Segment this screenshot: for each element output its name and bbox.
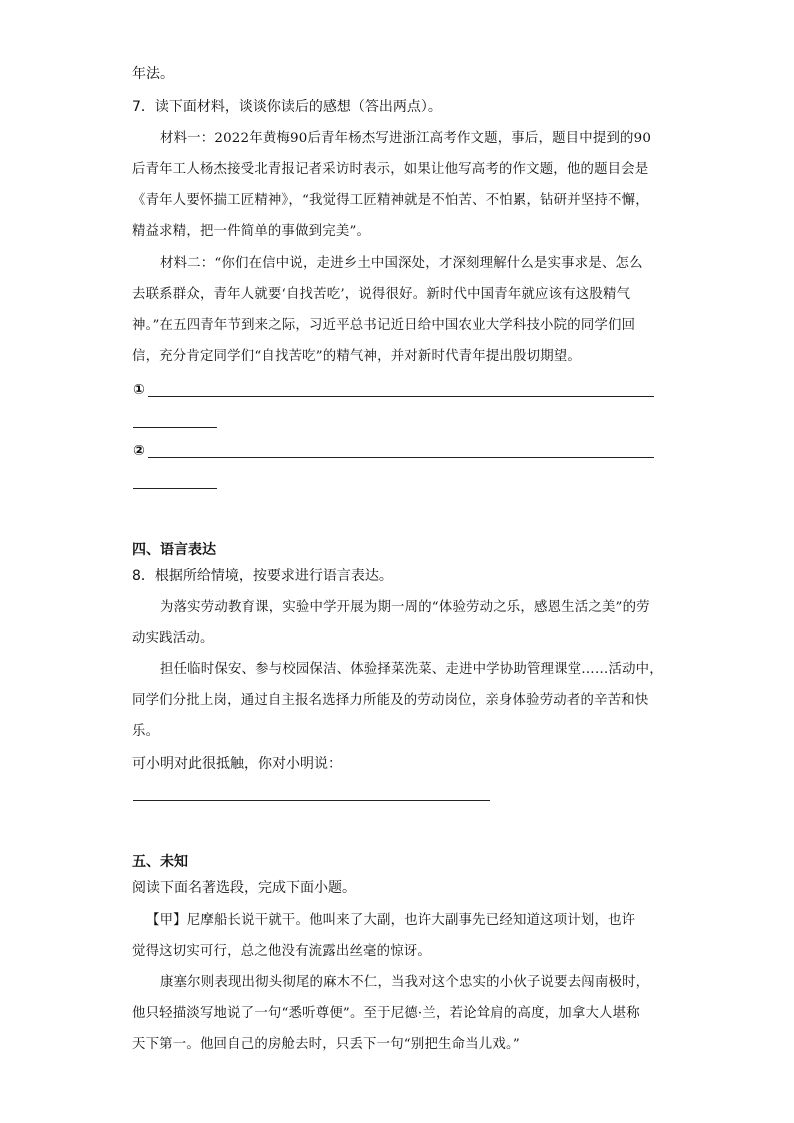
section4-heading: 四、语言表达 [132,542,216,558]
q8-ask: 可小明对此很抵触，你对小明说： [132,756,342,772]
excerpt-line-5: 天下第一。他回自己的房舱去时，只丢下一句“别把生命当儿戏。” [132,1037,520,1052]
q8-context-line-4: 同学们分批上岗，通过自主报名选择力所能及的劳动岗位，亲身体验劳动者的辛苦和快 [132,693,649,708]
q7-material2-line-4: 信，充分肯定同学们“自找苦吃”的精气神，并对新时代青年提出殷切期望。 [132,349,581,364]
section5-heading: 五、未知 [132,854,188,870]
excerpt-line-4: 他只轻描淡写地说了一句“悉听尊便”。至于尼德·兰，若论耸肩的高度，加拿大人堪称 [132,1006,640,1021]
q7-material1-line-4: 精益求精，把一件简单的事做到完美”。 [132,224,371,239]
excerpt-line-3: 康塞尔则表现出彻头彻尾的麻木不仁，当我对这个忠实的小伙子说要去闯南极时， [160,975,650,990]
q8-context-line-2: 动实践活动。 [132,631,214,646]
q7-material1-line-1: 材料一：2022年黄梅90后青年杨杰写进浙江高考作文题，事后，题目中提到的90 [160,131,652,146]
answer-line-1b[interactable] [133,427,217,428]
answer-line-2a[interactable] [148,457,654,458]
q7-material2-line-1: 材料二：“你们在信中说，走进乡土中国深处，才深刻理解什么是实事求是、怎么 [160,256,643,271]
excerpt-line-2: 觉得这切实可行，总之他没有流露出丝毫的惊讶。 [132,944,431,959]
q8-context-line-5: 乐。 [132,724,160,739]
q6-tail-text: 年法。 [132,66,174,82]
q8-prompt: 8．根据所给情境，按要求进行语言表达。 [132,568,393,584]
answer-line-2b[interactable] [133,488,217,489]
q8-answer-line[interactable] [133,800,490,801]
excerpt-line-1: 【甲】尼摩船长说干就干。他叫来了大副，也许大副事先已经知道这项计划，也许 [146,913,636,928]
q8-context-line-1: 为落实劳动教育课，实验中学开展为期一周的“体验劳动之乐，感恩生活之美”的劳 [160,600,650,615]
answer-line-1a[interactable] [148,396,654,397]
q7-prompt: 7．读下面材料，谈谈你读后的感想（答出两点）。 [132,99,442,115]
q7-material1-line-2: 后青年工人杨杰接受北青报记者采访时表示，如果让他写高考的作文题，他的题目会是 [132,162,649,177]
answer-marker-2: ② [133,443,145,459]
q7-material1-line-3: 《青年人要怀揣工匠精神》，“我觉得工匠精神就是不怕苦、不怕累，钻研并坚持不懈， [132,193,649,208]
q7-material2-line-2: 去联系群众，青年人就要‘自找苦吃’，说得很好。新时代中国青年就应该有这股精气 [132,287,631,302]
q7-material2-line-3: 神。”在五四青年节到来之际，习近平总书记近日给中国农业大学科技小院的同学们回 [132,318,636,333]
answer-marker-1: ① [133,382,145,398]
section5-intro: 阅读下面名著选段，完成下面小题。 [132,880,356,896]
q8-context-line-3: 担任临时保安、参与校园保洁、体验择菜洗菜、走进中学协助管理课堂……活动中， [160,662,663,677]
